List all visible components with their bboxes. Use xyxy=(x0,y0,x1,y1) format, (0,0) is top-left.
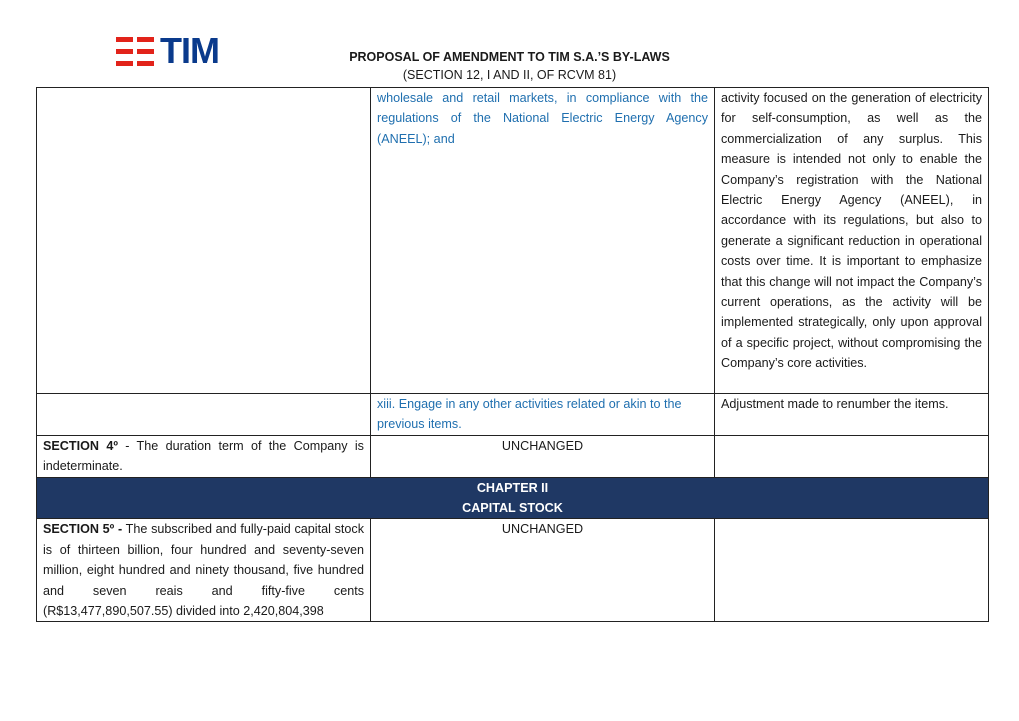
proposed-text-cell: UNCHANGED xyxy=(371,519,715,622)
chapter-title: CAPITAL STOCK xyxy=(462,501,563,516)
current-text-cell xyxy=(37,394,371,436)
justification-cell xyxy=(715,519,989,622)
bylaws-amendment-table xyxy=(36,87,989,622)
table-row xyxy=(37,435,989,477)
justification-cell: activity focused on the generation of electricity for self-consumption, as well as the commercialization of any surplus. This measure is intended not only to enable the Company’s registration with the National Electric Energy Agency (ANEEL), in accordance with its regulations, but also to generate a significant reduction in operational costs over time. It is important to emphasize that this change will not impact the Company’s current operations, as the activity will be implemented strategically, only upon approval of a specific project, without compromising the Company’s core activities. xyxy=(715,88,989,394)
current-text-cell xyxy=(37,435,371,477)
proposed-text-cell: xiii. Engage in any other activities related or akin to the previous items. xyxy=(371,394,715,436)
current-text-cell xyxy=(37,519,371,622)
document-subtitle: (SECTION 12, I AND II, OF RCVM 81) xyxy=(402,68,617,82)
current-text-cell xyxy=(37,88,371,394)
section-text: The subscribed and fully-paid capital stock is of thirteen billion, four hundred and seventy-seven million, eight hundred and ninety thousand, five hundred and seven reais and fifty-five cents (R$13,477,890,507.55) divided into 2,420,804,398 xyxy=(43,522,364,619)
justification-cell: Adjustment made to renumber the items. xyxy=(715,394,989,436)
proposed-text-cell: UNCHANGED xyxy=(371,435,715,477)
table-row xyxy=(37,519,989,622)
table-row xyxy=(37,394,989,436)
proposed-text-cell: wholesale and retail markets, in compliance with the regulations of the National Electric Energy Agency (ANEEL); and xyxy=(371,88,715,394)
chapter-row xyxy=(37,477,989,519)
chapter-heading xyxy=(37,477,989,519)
section-label: SECTION 4º xyxy=(43,438,118,453)
tim-logo-text: TIM xyxy=(160,30,219,71)
section-text: - The duration term of the Company is indeterminate. xyxy=(43,438,364,474)
chapter-number: CHAPTER II xyxy=(476,480,549,495)
document-title: PROPOSAL OF AMENDMENT TO TIM S.A.’S BY-LAWS xyxy=(349,50,670,64)
table-row xyxy=(37,88,989,394)
justification-cell xyxy=(715,435,989,477)
section-label: SECTION 5º - xyxy=(43,522,123,537)
